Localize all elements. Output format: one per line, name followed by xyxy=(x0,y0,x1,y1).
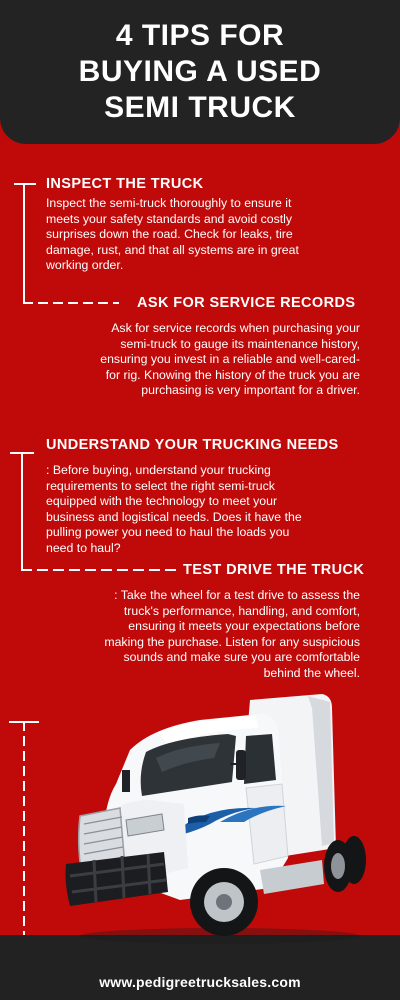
title-line-1: 4 TIPS FOR xyxy=(115,19,285,52)
tip-3-body xyxy=(46,463,302,556)
tip-1-line: working order. xyxy=(46,258,124,272)
connector-dashed-2 xyxy=(21,569,177,571)
tip-2-body xyxy=(100,321,360,399)
tip-2-line: Ask for service records when purchasing your xyxy=(111,321,360,335)
tip-4-body xyxy=(104,588,360,681)
tip-1-heading: INSPECT THE TRUCK xyxy=(46,176,204,192)
connector-cap-1 xyxy=(14,183,36,185)
tip-1-line: Inspect the semi-truck thoroughly to ensure it xyxy=(46,196,292,210)
connector-vertical-3 xyxy=(23,721,25,966)
tip-2-line: for rig. Knowing the history of the truck you are xyxy=(105,367,360,382)
website-url[interactable]: www.pedigreetrucksales.com xyxy=(99,974,301,990)
connector-vertical-1 xyxy=(23,183,25,303)
tip-4-line: making the purchase. Listen for any suspicious xyxy=(104,634,360,649)
tip-1-line: surprises down the road. Check for leaks, tire xyxy=(46,227,293,241)
tip-3-line: business and logistical needs. Does it have the xyxy=(46,509,302,524)
header-banner xyxy=(0,0,400,144)
tip-3-line: : Before buying, understand your trucking xyxy=(46,463,271,477)
title-line-2: BUYING A USED xyxy=(78,55,322,88)
tip-4-line: behind the wheel. xyxy=(263,665,360,680)
tip-4-line: truck's performance, handling, and comfort, xyxy=(123,603,360,618)
tip-3-line: pulling power you need to haul the loads you xyxy=(46,525,290,539)
tip-1-line: damage, rust, and that all systems are in great xyxy=(46,242,299,257)
tip-3-line: requirements to select the right semi-truck xyxy=(46,478,275,493)
tip-3-heading: UNDERSTAND YOUR TRUCKING NEEDS xyxy=(46,437,339,453)
tip-4-line: sounds and make sure you are comfortable xyxy=(123,650,360,664)
tip-2-line: purchasing is very important for a driver. xyxy=(141,383,360,397)
tip-4-line: : Take the wheel for a test drive to assess the xyxy=(114,588,360,602)
tip-1-body xyxy=(46,196,299,274)
connector-vertical-2 xyxy=(21,452,23,570)
tip-1-line: meets your safety standards and avoid costly xyxy=(46,211,293,226)
tip-4-heading: TEST DRIVE THE TRUCK xyxy=(183,562,365,578)
tip-2-line: semi-truck to gauge its maintenance history, xyxy=(120,336,360,351)
tip-4-line: ensuring it meets your expectations before xyxy=(128,619,360,633)
tip-3-line: equipped with the technology to meet your xyxy=(46,494,278,508)
tip-3-line: need to haul? xyxy=(46,540,121,555)
title-line-3: SEMI TRUCK xyxy=(104,91,296,124)
tip-2-line: ensuring you invest in a reliable and well-cared- xyxy=(100,352,360,366)
connector-dashed-1 xyxy=(23,302,119,304)
tip-2-heading: ASK FOR SERVICE RECORDS xyxy=(137,295,356,311)
semi-truck-image xyxy=(60,688,370,950)
